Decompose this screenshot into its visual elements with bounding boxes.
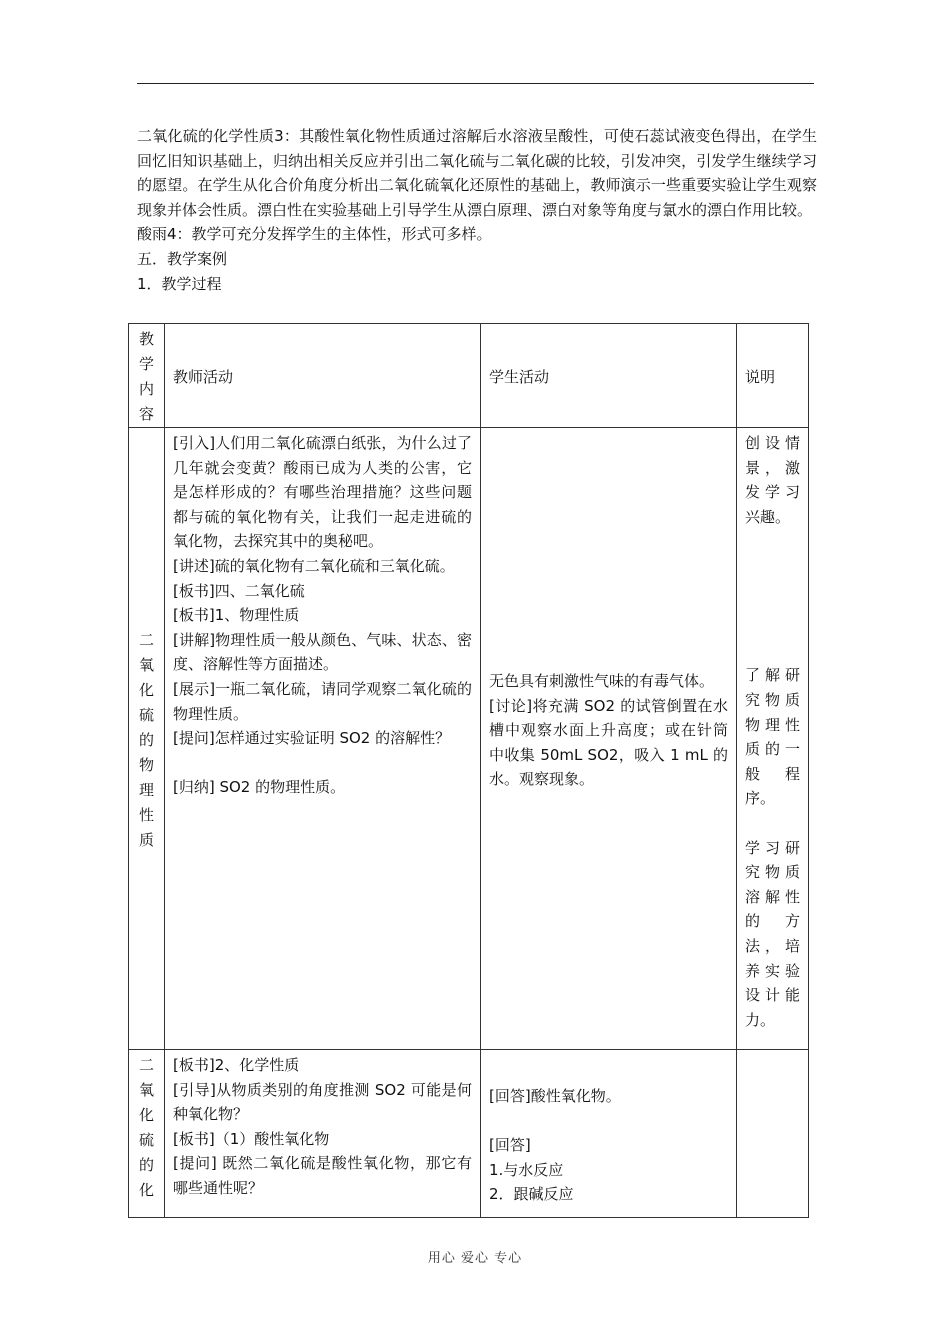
teacher-intro: [引入]人们用二氧化硫漂白纸张，为什么过了几年就会变黄？酸雨已成为人类的公害，它是怎样形成的？有哪些治理措施？这些问题都与硫的氧化物有关，让我们一起走进硫的氧化物，去探究其中的奥秘吧。 (173, 434, 472, 551)
header-rule (137, 83, 814, 84)
intro-paragraph-acid-rain: 酸雨4：教学可充分发挥学生的主体性，形式可多样。 (137, 225, 492, 244)
header-content-label: 教学内容 (138, 330, 154, 423)
student-observation: 无色具有刺激性气味的有毒气体。 (489, 672, 715, 690)
row1-content-label: 二氧化硫的物理性质 (138, 630, 154, 849)
row2-content-label: 二氧化硫的化 (138, 1056, 154, 1199)
teacher-narrate: [讲述]硫的氧化物有二氧化硫和三氧化硫。 (173, 556, 455, 575)
row1-student-cell (481, 428, 737, 1050)
table-header-row (129, 324, 809, 428)
teacher-explain: [讲解]物理性质一般从颜色、气味、状态、密度、溶解性等方面描述。 (173, 630, 472, 674)
teacher-show: [展示]一瓶二氧化硫，请同学观察二氧化硫的物理性质。 (173, 679, 472, 723)
row1-content-cell (129, 428, 165, 1050)
row2-content-cell (129, 1050, 165, 1218)
row2-teacher-cell (165, 1050, 481, 1218)
student-answer-water: 1.与水反应 (489, 1160, 564, 1179)
note-solubility-method: 学习研究物质溶解性的方法，培养实验设计能力。 (745, 838, 800, 1029)
teacher-guide: [引导]从物质类别的角度推测 SO2 可能是何种氧化物？ (173, 1080, 472, 1124)
header-notes-cell (737, 324, 809, 428)
header-teacher-cell (165, 324, 481, 428)
header-student-cell (481, 324, 737, 428)
student-answer-acid: [回答]酸性氧化物。 (489, 1087, 621, 1105)
teacher-board-chem: [板书]2、化学性质 (173, 1056, 300, 1074)
row1-notes-cell (737, 428, 809, 1050)
student-discussion: [讨论]将充满 SO2 的试管倒置在水槽中观察水面上升高度；或在针筒中收集 50mL SO2，吸入 1 mL 的水。观察现象。 (489, 696, 728, 789)
teacher-board-acid: [板书]（1）酸性氧化物 (173, 1129, 330, 1148)
row1-teacher-cell (165, 428, 481, 1050)
teacher-question-properties: [提问] 既然二氧化硫是酸性氧化物，那它有哪些通性呢？ (173, 1154, 472, 1197)
note-physical-procedure: 了解研究物质物理性质的一般程序。 (745, 666, 800, 808)
section-heading: 五．教学案例 (137, 249, 228, 268)
header-content-cell (129, 324, 165, 428)
teacher-board-1: [板书]四、二氧化硫 (173, 581, 305, 600)
table-row (129, 1050, 809, 1218)
student-answer-label: [回答] (489, 1136, 531, 1155)
intro-text (137, 124, 817, 296)
row2-notes-cell (737, 1050, 809, 1218)
teacher-summary: [归纳] SO2 的物理性质。 (173, 778, 346, 797)
header-student-label: 学生活动 (489, 367, 550, 386)
header-notes-label: 说明 (745, 367, 776, 386)
header-teacher-label: 教师活动 (173, 367, 234, 386)
teacher-board-2: [板书]1、物理性质 (173, 606, 300, 625)
intro-paragraph-chemical-properties: 二氧化硫的化学性质3：其酸性氧化物性质通过溶解后水溶液呈酸性，可使石蕊试液变色得出，在学生回忆旧知识基础上，归纳出相关反应并引出二氧化硫与二氧化碳的比较，引发冲突，引发学生继续学习的愿望。在学生从化合价角度分析出二氧化硫氧化还原性的基础上，教师演示一些重要实验让学生观察现象并体会性质。漂白性在实验基础上引导学生从漂白原理、漂白对象等角度与氯水的漂白作用比较。 (137, 127, 817, 219)
teacher-question: [提问]怎样通过实验证明 SO2 的溶解性？ (173, 729, 451, 748)
student-answer-base: 2．跟碱反应 (489, 1185, 574, 1204)
note-situation: 创设情景，激发学习兴趣。 (745, 434, 800, 526)
page-footer: 用心 爱心 专心 (427, 1251, 523, 1266)
teaching-process-table (128, 323, 809, 1218)
sub-heading: 1．教学过程 (137, 274, 222, 293)
row2-student-cell (481, 1050, 737, 1218)
table-row (129, 428, 809, 1050)
